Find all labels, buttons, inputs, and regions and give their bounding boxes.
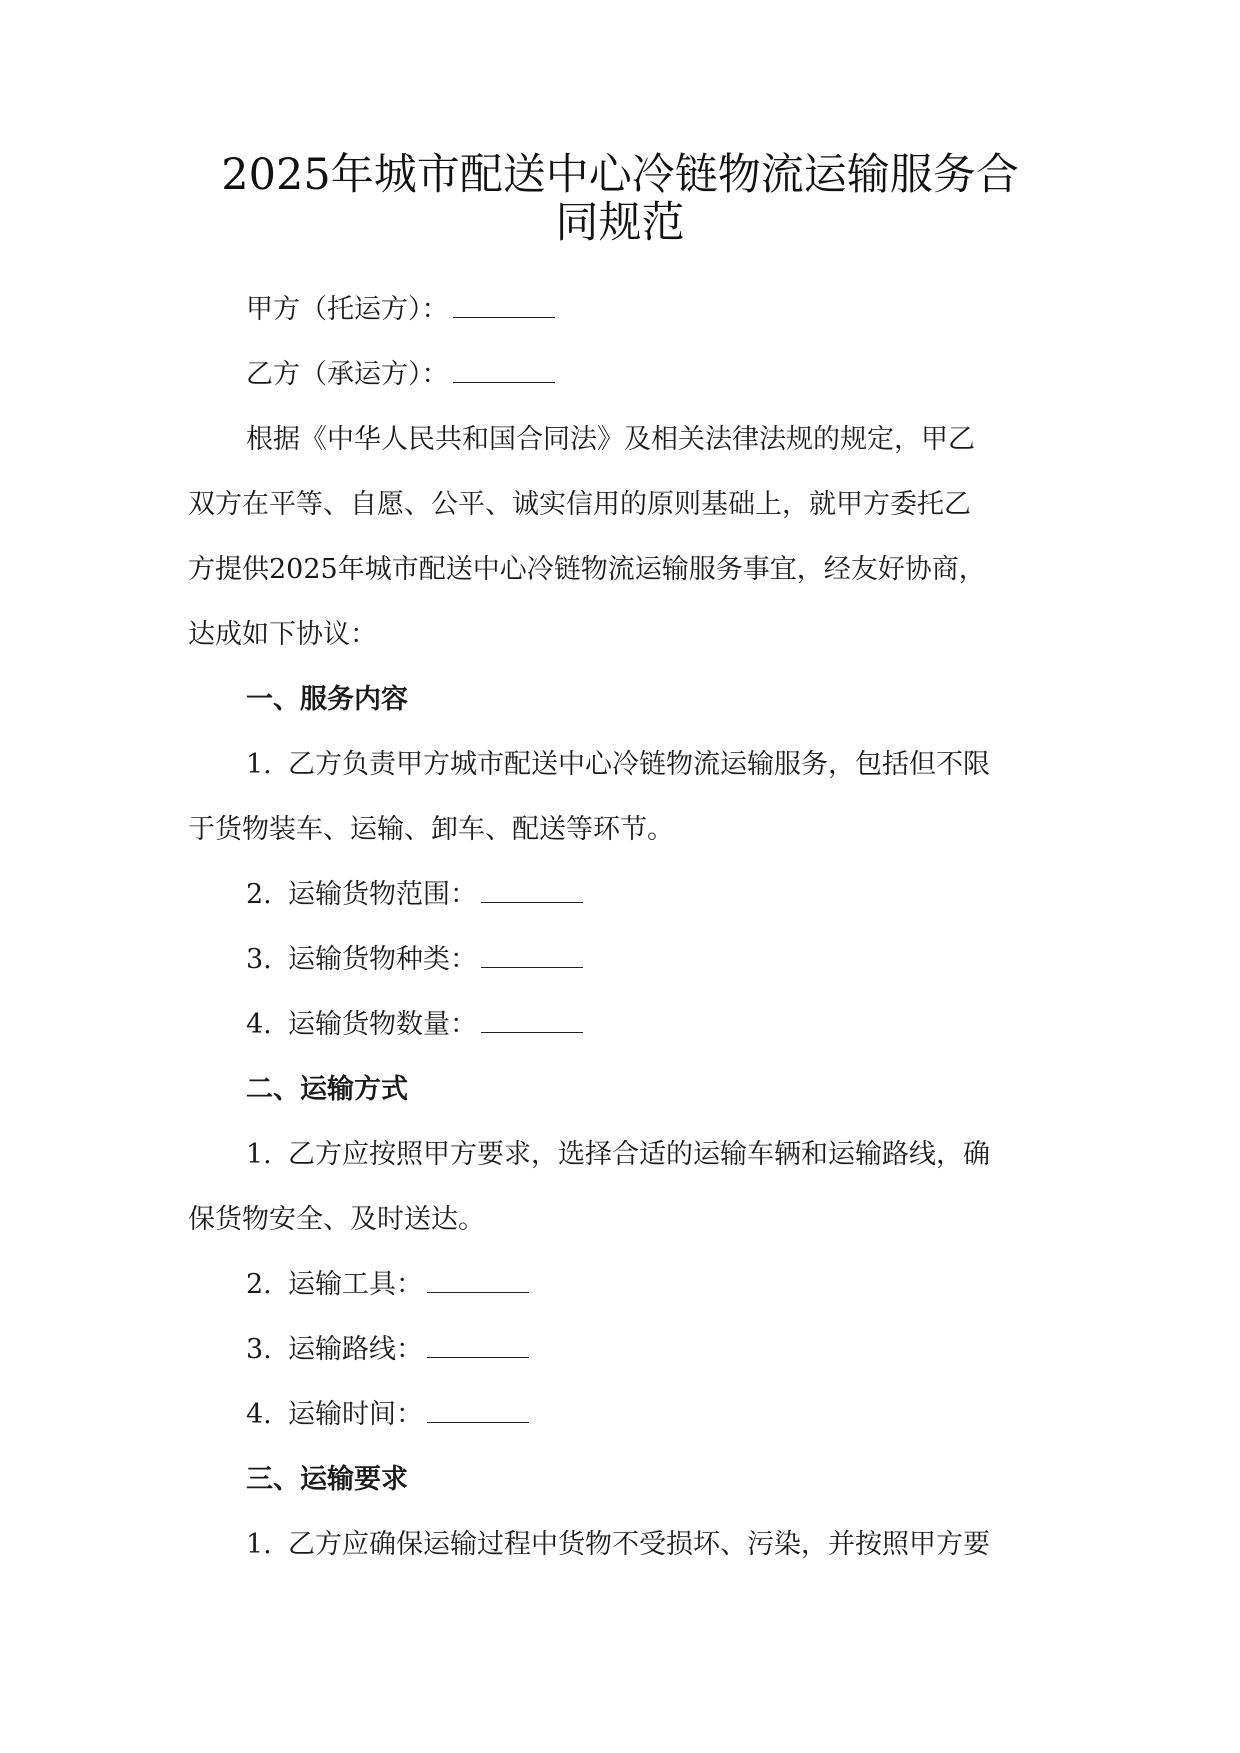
- party-b-blank[interactable]: [453, 360, 555, 383]
- item-label: 运输工具：: [288, 1269, 423, 1300]
- item-label: 运输时间：: [288, 1399, 423, 1430]
- section-2-item-2: [246, 1267, 529, 1303]
- preamble-line-3: 方提供2025年城市配送中心冷链物流运输服务事宜，经友好协商，: [188, 554, 986, 585]
- cargo-quantity-blank[interactable]: [481, 1010, 583, 1033]
- party-a-blank[interactable]: [453, 295, 555, 318]
- section-3-heading: 三、运输要求: [246, 1464, 408, 1495]
- item-number: 1.: [246, 1139, 272, 1170]
- party-b-line: [246, 357, 555, 393]
- party-a-label: 甲方（托运方）：: [246, 294, 449, 325]
- transport-vehicle-blank[interactable]: [427, 1270, 529, 1293]
- section-2-item-1-line-2: 保货物安全、及时送达。: [188, 1204, 485, 1235]
- item-number: 4.: [246, 1009, 272, 1040]
- item-number: 3.: [246, 1334, 272, 1365]
- section-2-item-4: [246, 1397, 529, 1433]
- section-1-heading: 一、服务内容: [246, 684, 408, 715]
- item-label: 运输路线：: [288, 1334, 423, 1365]
- section-1-item-1-line-2: 于货物装车、运输、卸车、配送等环节。: [188, 814, 674, 845]
- item-label: 运输货物种类：: [288, 944, 477, 975]
- preamble-line-1: 根据《中华人民共和国合同法》及相关法律法规的规定，甲乙: [246, 424, 975, 455]
- item-label: 运输货物范围：: [288, 879, 477, 910]
- item-number: 1.: [246, 749, 272, 780]
- item-text: 乙方应按照甲方要求，选择合适的运输车辆和运输路线，确: [288, 1139, 990, 1170]
- item-number: 2.: [246, 879, 272, 910]
- section-1-item-1-line-1: [246, 747, 990, 783]
- item-number: 3.: [246, 944, 272, 975]
- party-b-label: 乙方（承运方）：: [246, 359, 449, 390]
- section-2-heading: 二、运输方式: [246, 1074, 408, 1105]
- transport-route-blank[interactable]: [427, 1335, 529, 1358]
- document-title-line-2: 同规范: [555, 198, 685, 248]
- preamble-line-2: 双方在平等、自愿、公平、诚实信用的原则基础上，就甲方委托乙: [188, 489, 971, 520]
- item-number: 2.: [246, 1269, 272, 1300]
- item-number: 4.: [246, 1399, 272, 1430]
- section-1-item-4: [246, 1007, 583, 1043]
- document-title-line-1: 2025年城市配送中心冷链物流运输服务合: [221, 150, 1019, 200]
- section-2-item-1-line-1: [246, 1137, 990, 1173]
- section-2-item-3: [246, 1332, 529, 1368]
- cargo-type-blank[interactable]: [481, 945, 583, 968]
- section-1-item-3: [246, 942, 583, 978]
- preamble-line-4: 达成如下协议：: [188, 619, 377, 650]
- item-text: 乙方负责甲方城市配送中心冷链物流运输服务，包括但不限: [288, 749, 990, 780]
- section-3-item-1-line-1: [246, 1527, 990, 1563]
- transport-time-blank[interactable]: [427, 1400, 529, 1423]
- item-text: 乙方应确保运输过程中货物不受损坏、污染，并按照甲方要: [288, 1529, 990, 1560]
- cargo-range-blank[interactable]: [481, 880, 583, 903]
- party-a-line: [246, 292, 555, 328]
- section-1-item-2: [246, 877, 583, 913]
- item-label: 运输货物数量：: [288, 1009, 477, 1040]
- item-number: 1.: [246, 1529, 272, 1560]
